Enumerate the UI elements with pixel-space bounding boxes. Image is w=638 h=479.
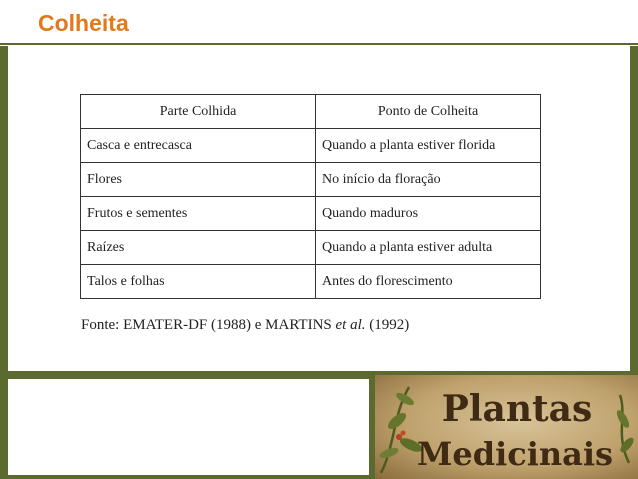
table-cell: Flores [81, 163, 316, 197]
table-cell: Quando maduros [316, 197, 541, 231]
table-header-row [81, 95, 541, 129]
table-cell: Raízes [81, 231, 316, 265]
logo-line2: Medicinais [416, 435, 614, 473]
table-cell: Casca e entrecasca [81, 129, 316, 163]
source-suffix: (1992) [365, 317, 410, 333]
table-row [81, 197, 541, 231]
logo-line1: Plantas [441, 388, 593, 430]
source-prefix: Fonte: EMATER-DF (1988) e MARTINS [81, 317, 336, 333]
table-row [81, 163, 541, 197]
logo-artwork [375, 375, 638, 479]
source-citation [81, 317, 409, 334]
slide-title: Colheita [10, 3, 628, 40]
bottom-left-panel [8, 379, 369, 475]
source-etal: et al. [335, 317, 366, 333]
table-cell: No início da floração [316, 163, 541, 197]
table-cell: Talos e folhas [81, 265, 316, 299]
table-row [81, 231, 541, 265]
table-cell: Frutos e sementes [81, 197, 316, 231]
table-row [81, 265, 541, 299]
header-cell-part: Parte Colhida [81, 95, 316, 129]
table-cell: Antes do florescimento [316, 265, 541, 299]
table-cell: Quando a planta estiver adulta [316, 231, 541, 265]
header-cell-point: Ponto de Colheita [316, 95, 541, 129]
content-panel [8, 45, 630, 371]
table-cell: Quando a planta estiver florida [316, 129, 541, 163]
harvest-table [80, 94, 541, 299]
plantas-medicinais-logo [375, 375, 638, 479]
table-row [81, 129, 541, 163]
